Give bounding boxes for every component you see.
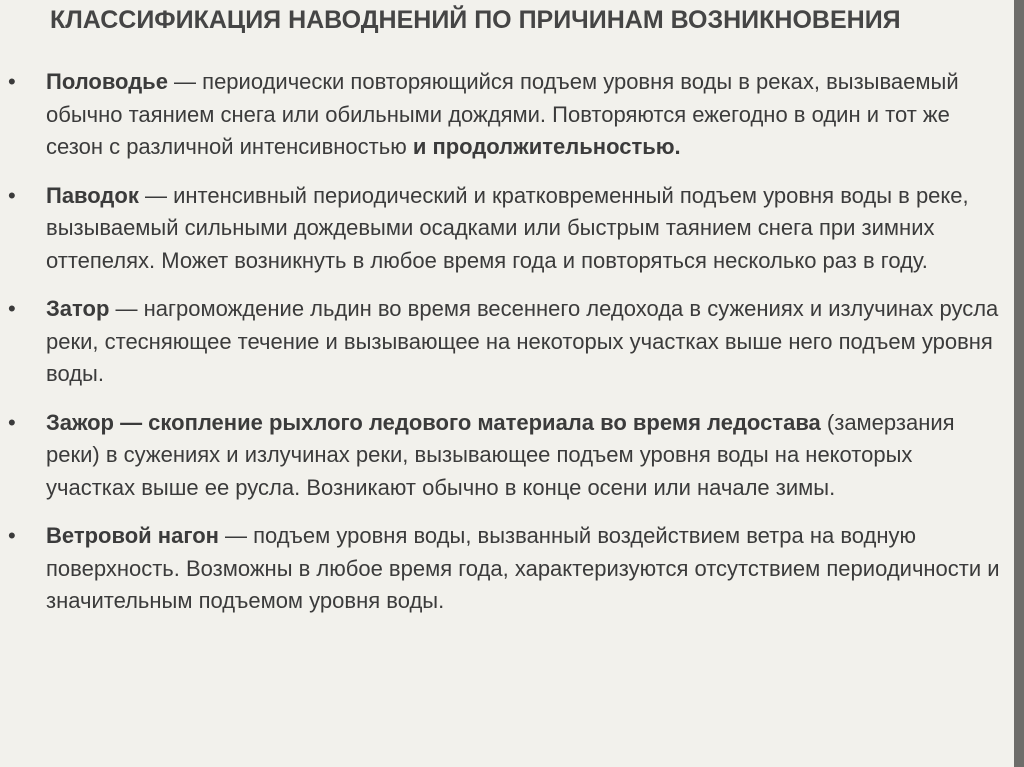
- list-item-zazhor: [0, 407, 1000, 505]
- list-item-zator: [0, 293, 1000, 391]
- term-pavodok: Паводок: [46, 182, 139, 208]
- definition-polovodye: — периодически повторяющийся подъем уровня воды в реках, вызываемый обычно таянием снега или обильными дождями. Повторяются ежегодно в один и тот же сезон с различной интенсивностью: [46, 69, 959, 159]
- definition-vetrovoy-nagon: — подъем уровня воды, вызванный воздействием ветра на водную поверхность. Возможны в любое время года, характеризуются отсутствием периодичности и значительным подъемом уровня воды.: [46, 523, 1000, 613]
- definition-polovodye-tail: и продолжительностью.: [412, 134, 681, 159]
- definition-zator: — нагромождение льдин во время весеннего ледохода в сужениях и излучинах русла реки, стесняющее течение и вызывающее на некоторых участках выше него подъем уровня воды.: [46, 296, 999, 386]
- term-vetrovoy-nagon: Ветровой нагон: [46, 523, 219, 548]
- list-item-polovodye: [0, 66, 1000, 164]
- bullet-icon: •: [8, 69, 16, 94]
- definition-zazhor-bold: — скопление рыхлого ледового материала во время ледостава: [113, 409, 821, 435]
- list-item-vetrovoy-nagon: [0, 520, 1000, 618]
- term-polovodye: Половодье: [46, 69, 168, 94]
- term-zator: Затор: [46, 296, 110, 321]
- definition-pavodok: — интенсивный периодический и кратковременный подъем уровня воды в реке, вызываемый сильными дождевыми осадками или быстрым таянием снега при зимних оттепелях. Может возникнуть в любое время года и повторяться несколько раз в году.: [46, 182, 969, 273]
- bullet-icon: •: [8, 182, 16, 208]
- bullet-list: [0, 66, 1000, 634]
- bullet-icon: •: [8, 409, 16, 435]
- list-item-pavodok: [0, 180, 1000, 278]
- definition-zazhor: (замерзания реки) в сужениях и излучинах реки, вызывающее подъем уровня воды на некоторых участках выше ее русла. Возникают обычно в конце осени или начале зимы.: [46, 409, 955, 500]
- bullet-icon: •: [8, 296, 16, 321]
- right-edge-band: [1014, 0, 1024, 767]
- term-zazhor: Зажор: [46, 409, 114, 435]
- bullet-icon: •: [8, 523, 16, 548]
- slide-title: КЛАССИФИКАЦИЯ НАВОДНЕНИЙ ПО ПРИЧИНАМ ВОЗНИКНОВЕНИЯ: [50, 6, 901, 34]
